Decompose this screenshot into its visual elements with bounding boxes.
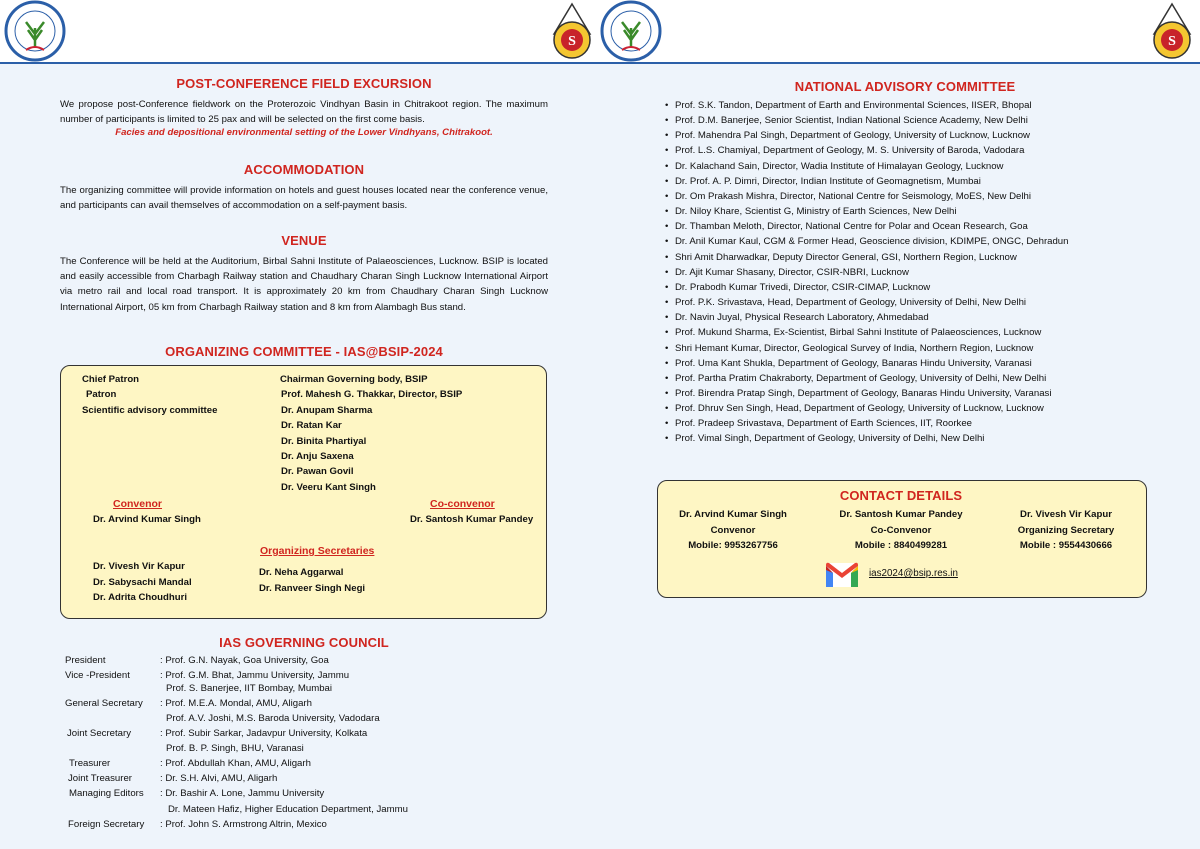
nac-member: • Prof. Partha Pratim Chakraborty, Department of Geology, University of Delhi, New Delhi bbox=[665, 371, 1145, 386]
svg-text:S: S bbox=[568, 34, 576, 49]
council-value: Prof. A.V. Joshi, M.S. Baroda University, Vadodara bbox=[166, 713, 380, 724]
nac-member: • Prof. Mukund Sharma, Ex-Scientist, Birbal Sahni Institute of Palaeosciences, Lucknow bbox=[665, 325, 1145, 340]
sac-label: Scientific advisory committee bbox=[82, 405, 218, 416]
nac-member: • Prof. Pradeep Srivastava, Department of Earth Sciences, IIT, Roorkee bbox=[665, 416, 1145, 431]
nac-member: • Prof. P.K. Srivastava, Head, Department of Geology, University of Delhi, New Delhi bbox=[665, 295, 1145, 310]
contact-person bbox=[1000, 507, 1132, 554]
contact-email-link[interactable]: ias2024@bsip.res.in bbox=[869, 568, 958, 579]
contact-person bbox=[662, 507, 804, 554]
contact-mobile: Mobile: 9953267756 bbox=[688, 540, 778, 551]
sac-member: Dr. Pawan Govil bbox=[281, 466, 354, 477]
council-value: Prof. B. P. Singh, BHU, Varanasi bbox=[166, 743, 304, 754]
excursion-caption: Facies and depositional environmental setting of the Lower Vindhyans, Chitrakoot. bbox=[115, 127, 493, 139]
venue-title: VENUE bbox=[281, 233, 327, 248]
nac-member: • Dr. Kalachand Sain, Director, Wadia Institute of Himalayan Geology, Lucknow bbox=[665, 159, 1145, 174]
council-value: : Dr. S.H. Alvi, AMU, Aligarh bbox=[160, 773, 278, 784]
nac-member: • Prof. Uma Kant Shukla, Department of Geology, Banaras Hindu University, Varanasi bbox=[665, 356, 1145, 371]
council-value: : Prof. G.M. Bhat, Jammu University, Jammu bbox=[160, 670, 350, 681]
sac-member: Dr. Ratan Kar bbox=[281, 420, 342, 431]
contact-person bbox=[822, 507, 980, 554]
council-value: : Prof. Subir Sarkar, Jadavpur University, Kolkata bbox=[160, 728, 368, 739]
contact-name: Dr. Arvind Kumar Singh bbox=[679, 509, 787, 520]
nac-member: • Prof. D.M. Banerjee, Senior Scientist, Indian National Science Academy, New Delhi bbox=[665, 113, 1145, 128]
convenor-value: Dr. Arvind Kumar Singh bbox=[93, 514, 201, 525]
council-role: Joint Secretary bbox=[67, 728, 131, 739]
header-divider bbox=[0, 62, 1200, 64]
sac-member: Dr. Binita Phartiyal bbox=[281, 436, 367, 447]
council-value: Dr. Mateen Hafiz, Higher Education Department, Jammu bbox=[168, 804, 408, 815]
secretary-item: Dr. Sabysachi Mandal bbox=[93, 577, 192, 588]
nac-title: NATIONAL ADVISORY COMMITTEE bbox=[794, 79, 1016, 94]
council-role: Joint Treasurer bbox=[68, 773, 132, 784]
excursion-title: POST-CONFERENCE FIELD EXCURSION bbox=[176, 76, 432, 91]
council-role: Treasurer bbox=[69, 758, 111, 769]
nac-member: • Dr. Prof. A. P. Dimri, Director, Indian Institute of Geomagnetism, Mumbai bbox=[665, 174, 1145, 189]
council-value: Prof. S. Banerjee, IIT Bombay, Mumbai bbox=[166, 683, 333, 694]
nac-member: • Shri Hemant Kumar, Director, Geological Survey of India, Northern Region, Lucknow bbox=[665, 341, 1145, 356]
secretary-item: Dr. Vivesh Vir Kapur bbox=[93, 561, 185, 572]
excursion-text: We propose post-Conference fieldwork on the Proterozoic Vindhyan Basin in Chitrakoot region. The maximum number of participants is limited to 25 pax and will be selected on the first come basis. bbox=[60, 99, 548, 126]
council-role: Vice -President bbox=[65, 670, 130, 681]
sac-member: Dr. Anupam Sharma bbox=[281, 405, 373, 416]
council-role: Managing Editors bbox=[69, 788, 144, 799]
nac-member: • Dr. Ajit Kumar Shasany, Director, CSIR-NBRI, Lucknow bbox=[665, 265, 1145, 280]
nac-member: • Dr. Navin Juyal, Physical Research Laboratory, Ahmedabad bbox=[665, 310, 1145, 325]
council-role: President bbox=[65, 655, 106, 666]
council-role: General Secretary bbox=[65, 698, 143, 709]
secretary-item: Dr. Neha Aggarwal bbox=[259, 567, 344, 578]
contact-name: Dr. Santosh Kumar Pandey bbox=[839, 509, 963, 520]
secretary-item: Dr. Adrita Choudhuri bbox=[93, 592, 187, 603]
council-title: IAS GOVERNING COUNCIL bbox=[219, 635, 389, 650]
contact-role: Organizing Secretary bbox=[1017, 524, 1115, 536]
chief-patron-label: Chief Patron bbox=[82, 374, 140, 385]
council-title-wrap bbox=[60, 635, 548, 650]
council-value: : Prof. Abdullah Khan, AMU, Aligarh bbox=[160, 758, 311, 769]
nac-member: • Prof. Vimal Singh, Department of Geology, University of Delhi, New Delhi bbox=[665, 431, 1145, 446]
council-value: : Dr. Bashir A. Lone, Jammu University bbox=[160, 788, 325, 799]
nac-list bbox=[665, 98, 1145, 447]
chief-patron-value: Chairman Governing body, BSIP bbox=[280, 374, 428, 385]
venue-text: The Conference will be held at the Auditorium, Birbal Sahni Institute of Palaeosciences, Lucknow. BSIP is located and easily accessible from Charbagh Railway station and Chaudhary Charan Singh Lucknow International Airport via metro rail and local road transport. It is approximately 20 km from Chaudhary Charan Singh Lucknow International Airport, 05 km from Charbagh Railway station and 8 km from Alambagh Bus stand. bbox=[60, 256, 548, 313]
nac-member: • Shri Amit Dharwadkar, Deputy Director General, GSI, Northern Region, Lucknow bbox=[665, 250, 1145, 265]
contact-mobile: Mobile : 8840499281 bbox=[854, 540, 948, 551]
svg-text:S: S bbox=[1168, 34, 1176, 49]
nac-member: • Dr. Om Prakash Mishra, Director, National Centre for Seismology, MoES, New Delhi bbox=[665, 189, 1145, 204]
nac-member: • Dr. Niloy Khare, Scientist G, Ministry of Earth Sciences, New Delhi bbox=[665, 204, 1145, 219]
nac-member: • Prof. Mahendra Pal Singh, Department of Geology, University of Lucknow, Lucknow bbox=[665, 128, 1145, 143]
organizing-title: ORGANIZING COMMITTEE - IAS@BSIP-2024 bbox=[165, 344, 443, 359]
patron-value: Prof. Mahesh G. Thakkar, Director, BSIP bbox=[281, 389, 463, 400]
nac-member: • Prof. Birendra Pratap Singh, Department of Geology, Banaras Hindu University, Varanasi bbox=[665, 386, 1145, 401]
contact-role: Convenor bbox=[710, 524, 756, 536]
nac-member: • Prof. L.S. Chamiyal, Department of Geology, M. S. University of Baroda, Vadodara bbox=[665, 143, 1145, 158]
excursion-section bbox=[60, 76, 548, 138]
nac-member: • Prof. S.K. Tandon, Department of Earth and Environmental Sciences, IISER, Bhopal bbox=[665, 98, 1145, 113]
council-role: Foreign Secretary bbox=[68, 819, 145, 830]
organizing-title-wrap bbox=[60, 344, 548, 359]
venue-section bbox=[60, 233, 548, 315]
accommodation-text: The organizing committee will provide information on hotels and guest houses located near the conference venue, and participants can avail themselves of accommodation on a self-payment basis. bbox=[60, 185, 548, 212]
contact-mobile: Mobile : 9554430666 bbox=[1019, 540, 1113, 551]
coconvenor-label: Co-convenor bbox=[430, 498, 495, 510]
sac-member: Dr. Anju Saxena bbox=[281, 451, 354, 462]
secretaries-label: Organizing Secretaries bbox=[260, 545, 375, 557]
sac-member: Dr. Veeru Kant Singh bbox=[281, 482, 376, 493]
bsip-emblem-icon bbox=[4, 0, 66, 62]
accommodation-title: ACCOMMODATION bbox=[243, 162, 365, 177]
convenor-label: Convenor bbox=[113, 498, 163, 510]
gmail-icon bbox=[824, 561, 860, 589]
secretary-item: Dr. Ranveer Singh Negi bbox=[259, 583, 366, 594]
accommodation-section bbox=[60, 162, 548, 213]
council-value: : Prof. M.E.A. Mondal, AMU, Aligarh bbox=[160, 698, 312, 709]
contact-title-wrap bbox=[657, 488, 1145, 503]
bsip-emblem-icon bbox=[600, 0, 662, 62]
ias-emblem-icon bbox=[546, 0, 598, 62]
nac-member: • Dr. Thamban Meloth, Director, National Centre for Polar and Ocean Research, Goa bbox=[665, 219, 1145, 234]
ias-emblem-icon bbox=[1146, 0, 1198, 62]
patron-label: Patron bbox=[86, 389, 117, 400]
coconvenor-value: Dr. Santosh Kumar Pandey bbox=[410, 514, 534, 525]
council-value: : Prof. G.N. Nayak, Goa University, Goa bbox=[160, 655, 329, 666]
nac-member: • Prof. Dhruv Sen Singh, Head, Department of Geology, University of Lucknow, Lucknow bbox=[665, 401, 1145, 416]
nac-section bbox=[665, 79, 1145, 447]
nac-member: • Dr. Prabodh Kumar Trivedi, Director, CSIR-CIMAP, Lucknow bbox=[665, 280, 1145, 295]
contact-title: CONTACT DETAILS bbox=[839, 488, 963, 503]
contact-name: Dr. Vivesh Vir Kapur bbox=[1020, 509, 1112, 520]
contact-role: Co-Convenor bbox=[870, 524, 932, 536]
council-value: : Prof. John S. Armstrong Altrin, Mexico bbox=[160, 819, 327, 830]
nac-member: • Dr. Anil Kumar Kaul, CGM & Former Head, Geoscience division, KDIMPE, ONGC, Dehradun bbox=[665, 234, 1145, 249]
